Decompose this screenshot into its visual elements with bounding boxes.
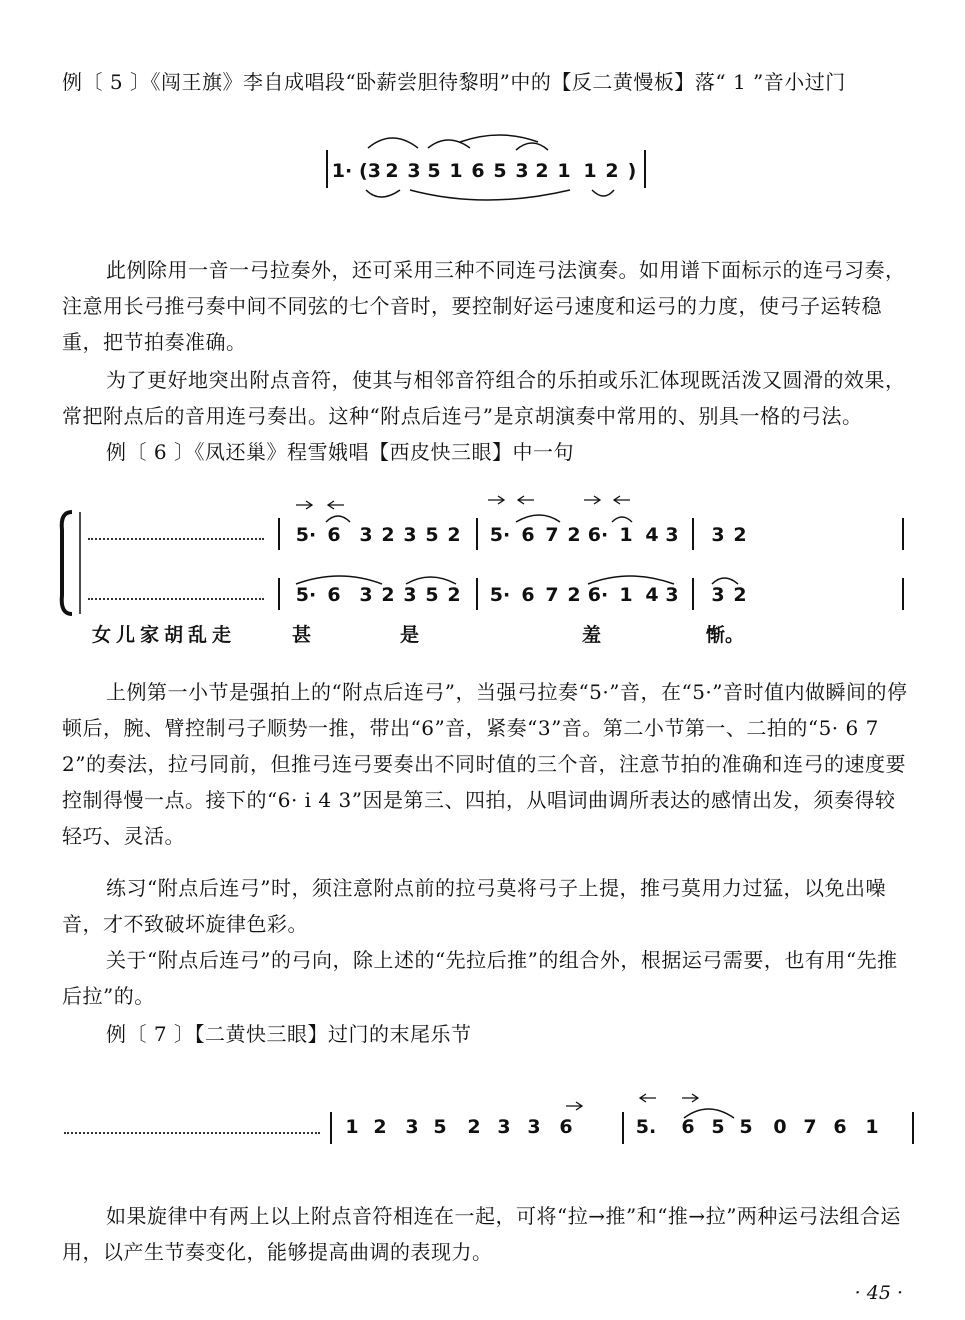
note: 2 — [381, 524, 395, 546]
note: 5. — [635, 1116, 657, 1138]
note: 2 — [733, 584, 747, 606]
note: 5 — [427, 160, 441, 182]
para-3: 上例第一小节是强拍上的“附点后连弓”，当强弓拉奏“5·”音，在“5·”音时值内做瞬间的停顿后，腕、臂控制弓子顺势一推，带出“6”音，紧奏“3”音。第二小节第一、二拍的“5· 6 7 2”的奏法，拉弓同前，但推弓连弓要奏出不同时值的三个音，注意节拍的准确和连弓的速度要控制得慢一点。接下的“6· i 4 3”因是第三、四拍，从唱词曲调所表达的感情出发，须奏得较轻巧、灵活。 — [62, 680, 908, 848]
note: 6· — [587, 584, 609, 606]
note: 2 — [535, 160, 549, 182]
note: ) — [627, 160, 637, 182]
para-6: 如果旋律中有两上以上附点音符相连在一起，可将“拉→推”和“推→拉”两种运弓法组合运用，以产生节奏变化，能够提高曲调的表现力。 — [62, 1204, 901, 1264]
note: 3 — [403, 584, 417, 606]
note: 1 — [865, 1116, 879, 1138]
ex5-title: 例〔 5 〕《闯王旗》李自成唱段“卧薪尝胆待黎明”中的【反二黄慢板】落“ 1 ”音小过门 — [62, 70, 846, 94]
note: 2 — [373, 1116, 387, 1138]
note: 6 — [559, 1116, 573, 1138]
note: 6 — [833, 1116, 847, 1138]
note: 3 — [359, 584, 373, 606]
note: 5 — [711, 1116, 725, 1138]
lyric-char: 走 — [212, 624, 232, 646]
note: 5 — [433, 1116, 447, 1138]
lyric-char: 女 — [92, 624, 112, 646]
note: 3 — [711, 584, 725, 606]
note: 3 — [403, 524, 417, 546]
note: 0 — [773, 1116, 787, 1138]
note: 5· — [489, 584, 511, 606]
lyric-char: 胡 — [164, 624, 184, 646]
note: 1 — [557, 160, 571, 182]
note: 2 — [567, 584, 581, 606]
note: 6 — [327, 524, 341, 546]
lyric-char: 儿 — [116, 624, 136, 646]
para-4: 练习“附点后连弓”时，须注意附点前的拉弓莫将弓子上提，推弓莫用力过猛，以免出噪音，才不致破坏旋律色彩。 — [62, 876, 886, 936]
note: 6 — [521, 524, 535, 546]
note: 3 — [405, 1116, 419, 1138]
note: 2 — [733, 524, 747, 546]
note: 6· — [587, 524, 609, 546]
note: 5 — [425, 524, 439, 546]
note: 2 — [381, 584, 395, 606]
note: 6 — [681, 1116, 695, 1138]
note: 2 — [467, 1116, 481, 1138]
ex6-title: 例〔 6 〕《凤还巢》程雪娥唱【西皮快三眼】中一句 — [106, 440, 574, 464]
para-5: 关于“附点后连弓”的弓向，除上述的“先拉后推”的组合外，根据运弓需要，也有用“先推后拉”的。 — [62, 948, 898, 1008]
note: 3 — [497, 1116, 511, 1138]
lyric-char: 惭。 — [706, 624, 745, 646]
note: 6 — [327, 584, 341, 606]
note: 3 — [359, 524, 373, 546]
lyric-char: 羞 — [582, 624, 602, 646]
para-2: 为了更好地突出附点音符，使其与相邻音符组合的乐拍或乐汇体现既活泼又圆滑的效果，常把附点后的音用连弓奏出。这种“附点后连弓”是京胡演奏中常用的、别具一格的弓法。 — [62, 368, 906, 428]
note: 5 — [493, 160, 507, 182]
lyric-char: 乱 — [188, 624, 208, 646]
note: 4 — [645, 524, 659, 546]
note: 5· — [489, 524, 511, 546]
note: 2 — [567, 524, 581, 546]
note: 1· — [331, 160, 353, 182]
note: 3 — [711, 524, 725, 546]
lyric-char: 是 — [400, 624, 420, 646]
note: 1 — [619, 584, 633, 606]
note: 5· — [295, 584, 317, 606]
note: 5 — [425, 584, 439, 606]
ex7-title: 例〔 7 〕【二黄快三眼】过门的末尾乐节 — [106, 1022, 472, 1046]
note: 3 — [407, 160, 421, 182]
note: 1 — [345, 1116, 359, 1138]
note: 6 — [471, 160, 485, 182]
note: 7 — [545, 584, 559, 606]
note: 3 — [515, 160, 529, 182]
note: 3 — [527, 1116, 541, 1138]
note: 2 — [385, 160, 399, 182]
note: (3 — [359, 160, 381, 182]
lyric-char: 甚 — [292, 624, 312, 646]
note: 6 — [521, 584, 535, 606]
note: 3 — [665, 524, 679, 546]
note: 5· — [295, 524, 317, 546]
note: 1 — [449, 160, 463, 182]
page-number: · 45 · — [854, 1282, 903, 1304]
note: 2 — [447, 584, 461, 606]
lyric-char: 家 — [140, 624, 160, 646]
note: 1 — [619, 524, 633, 546]
note: 5 — [739, 1116, 753, 1138]
note: 2 — [605, 160, 619, 182]
note: 1 — [583, 160, 597, 182]
note: 3 — [665, 584, 679, 606]
para-1: 此例除用一音一弓拉奏外，还可采用三种不同连弓法演奏。如用谱下面标示的连弓习奏，注意用长弓推弓奏中间不同弦的七个音时，要控制好运弓速度和运弓的力度，使弓子运转稳重，把节拍奏准确。 — [62, 258, 906, 354]
note: 7 — [545, 524, 559, 546]
note: 4 — [645, 584, 659, 606]
note: 7 — [803, 1116, 817, 1138]
note: 2 — [447, 524, 461, 546]
